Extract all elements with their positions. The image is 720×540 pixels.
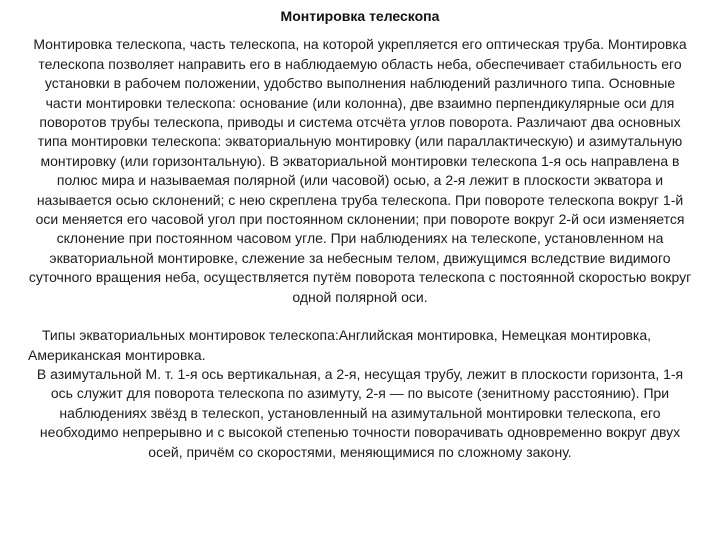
paragraph-azimuthal-mount: В азимутальной М. т. 1-я ось вертикальная, а 2-я, несущая трубу, лежит в плоскости горизонта, 1-я ось служит для поворота телескопа по азимуту, 2-я — по высоте (зенитному расстоянию). При наблюдениях звёзд в телескоп, установленный на азимутальной монтировки телескопа, его необходимо непрерывно и с высокой степенью точности поворачивать одновременно вокруг двух осей, причём со скоростями, меняющимися по сложному закону. [36, 365, 684, 460]
page-title: Монтировка телескопа [280, 8, 440, 24]
paragraph-mount-intro: Монтировка телескопа, часть телескопа, на которой укрепляется его оптическая труба. Монтировка телескопа позволяет направить его в наблюдаемую область неба, обеспечивает стабильность его установки в рабочем положении, удобство выполнения наблюдений различного типа. Основные части монтировки телескопа: основание (или колонна), две взаимно перпендикулярные оси для поворотов трубы телескопа, приводы и система отсчёта углов поворота. Различают два основных типа монтировки телескопа: экваториальную монтировку (или параллактическую) и азимутальную монтировку (или горизонтальную). В экваториальной монтировки телескопа 1-я ось направлена в полюс мира и называемая полярной (или часовой) осью, а 2-я лежит в плоскости экватора и называется осью склонений; с нею скреплена труба телескопа. При повороте телескопа вокруг 1-й оси меняется его часовой угол при постоянном склонении; при повороте вокруг 2-й оси изменяется склонение при постоянном часовом угле. При наблюдениях на телескопе, установленном на экваториальной монтировке, слежение за небесным телом, движущимся вследствие видимого суточного вращения неба, осуществляется путём поворота телескопа с постоянной скоростью вокруг одной полярной оси. [28, 36, 692, 305]
paragraph-equatorial-mount-types: Типы экваториальных монтировок телескопа:Английская монтировка, Немецкая монтировка, Американская монтировка. [28, 327, 652, 363]
